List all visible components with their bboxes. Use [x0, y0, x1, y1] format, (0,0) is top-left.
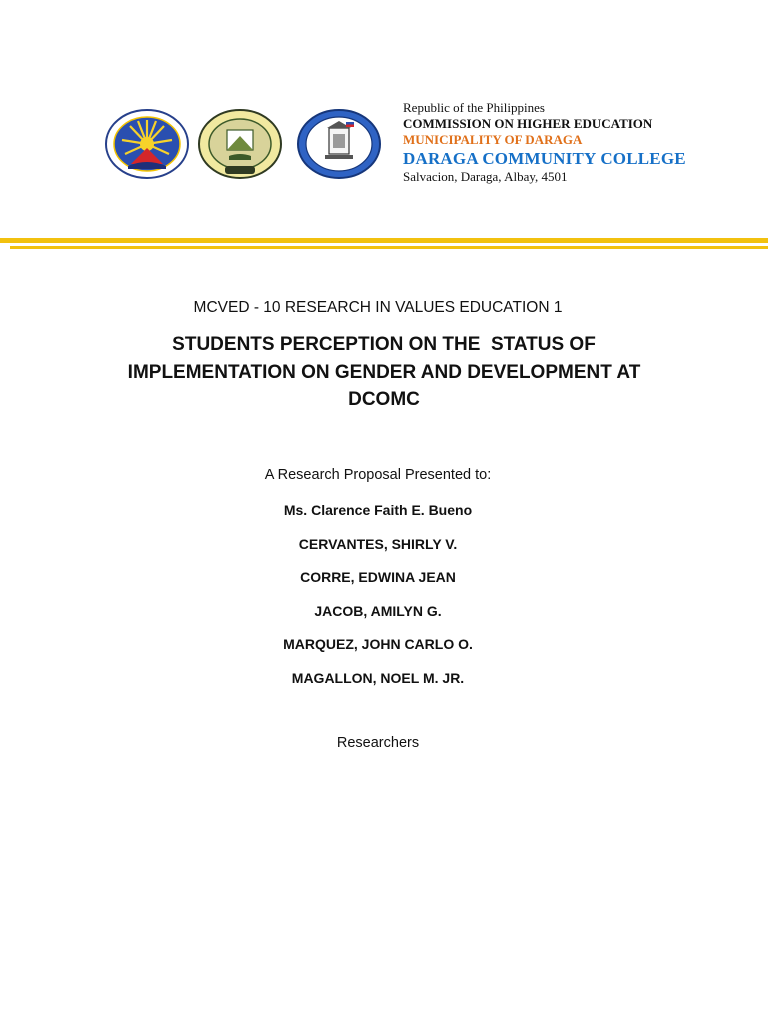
header-divider-thin [10, 246, 768, 249]
researcher-name: MAGALLON, NOEL M. JR. [291, 669, 465, 686]
municipality-seal-logo [197, 108, 283, 180]
municipality-line: MUNICIPALITY OF DARAGA [403, 132, 583, 147]
names-list [0, 500, 762, 701]
republic-line: Republic of the Philippines [403, 100, 545, 115]
researcher-name: CORRE, EDWINA JEAN [300, 569, 456, 585]
college-name: DARAGA COMMUNITY COLLEGE [403, 149, 686, 168]
adviser-name: Ms. Clarence Faith E. Bueno [283, 502, 473, 518]
title-line-2: IMPLEMENTATION ON GENDER AND DEVELOPMENT AT [127, 361, 641, 383]
researcher-name: JACOB, AMILYN G. [314, 602, 442, 619]
letterhead-header [0, 0, 768, 236]
course-code: MCVED - 10 RESEARCH IN VALUES EDUCATION 1 [193, 299, 563, 316]
title-line-3: DCOMC [348, 389, 420, 410]
research-title [0, 331, 768, 414]
college-seal-logo [296, 108, 382, 180]
commission-line: COMMISSION ON HIGHER EDUCATION [403, 116, 653, 131]
header-divider-thick [0, 238, 768, 243]
letterhead-text [403, 100, 686, 185]
ched-seal-logo [104, 108, 190, 180]
researcher-name: MARQUEZ, JOHN CARLO O. [283, 636, 473, 652]
researcher-name: CERVANTES, SHIRLY V. [298, 535, 458, 552]
researchers-label: Researchers [336, 735, 420, 751]
presented-to-label: A Research Proposal Presented to: [264, 467, 492, 483]
title-line-1: STUDENTS PERCEPTION ON THE STATUS OF [172, 334, 596, 355]
college-address: Salvacion, Daraga, Albay, 4501 [403, 169, 568, 184]
